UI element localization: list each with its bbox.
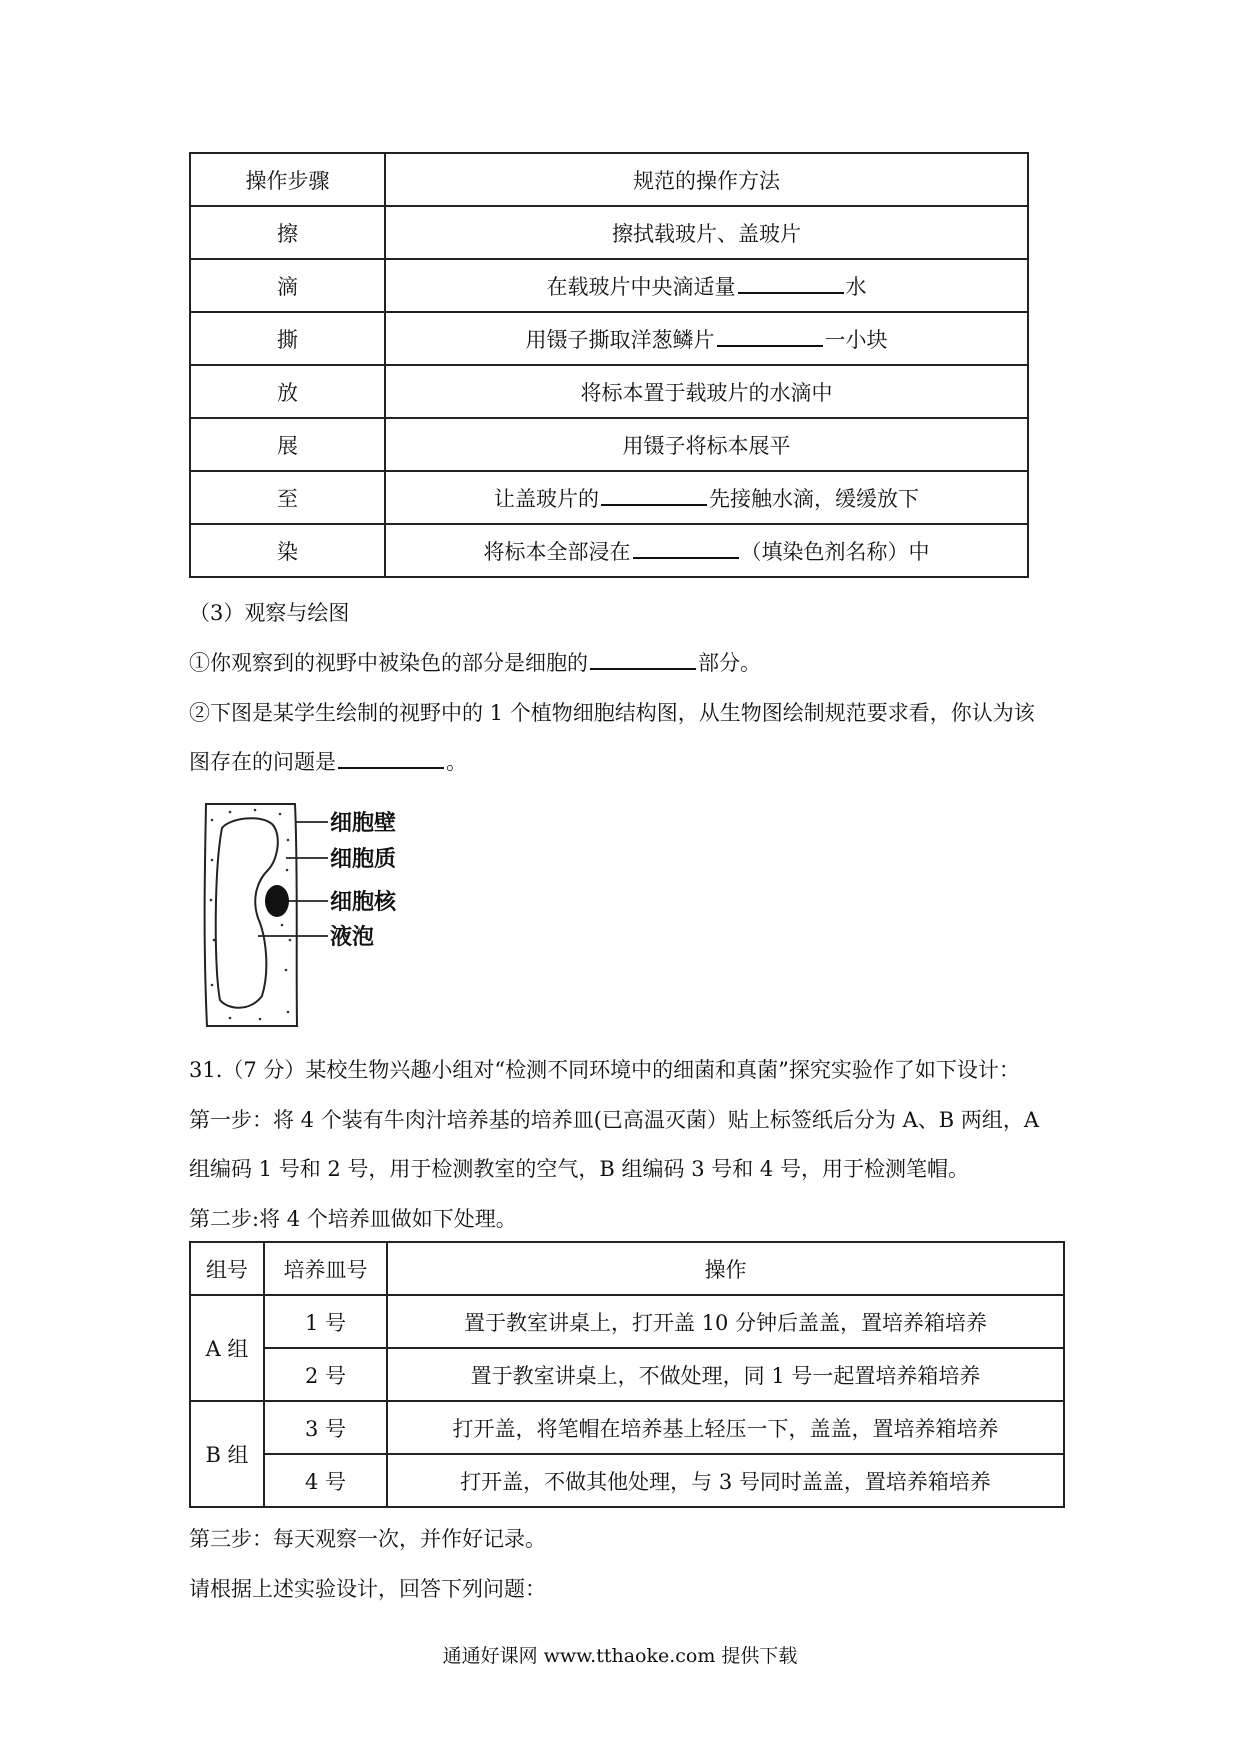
fill-blank[interactable]: [633, 537, 739, 559]
table-row: [190, 312, 1028, 365]
fill-blank[interactable]: [590, 648, 696, 670]
label-cytoplasm: 细胞质: [330, 847, 397, 872]
method-cell: 将标本全部浸在 （填染色剂名称）中: [385, 524, 1028, 577]
nucleus: [265, 885, 289, 917]
label-nucleus: 细胞核: [330, 890, 397, 915]
prompt-text: 请根据上述实验设计，回答下列问题：: [189, 1577, 546, 1601]
dish-cell: 2 号: [264, 1348, 387, 1401]
q31-line3: 组编码 1 号和 2 号，用于检测教室的空气，B 组编码 3 号和 4 号，用于检测笔帽。: [189, 1157, 969, 1181]
table-row: [190, 1348, 1064, 1401]
label-vacuole: 液泡: [330, 925, 375, 950]
table-row: [190, 365, 1028, 418]
step-cell: 至: [190, 471, 385, 524]
method-cell: 用镊子撕取洋葱鳞片 一小块: [385, 312, 1028, 365]
step-cell: 染: [190, 524, 385, 577]
section-title: （3）观察与绘图: [189, 601, 350, 625]
table-row: [190, 471, 1028, 524]
step3-text: 第三步：每天观察一次，并作好记录。: [189, 1527, 546, 1551]
method-cell: 擦拭载玻片、盖玻片: [385, 206, 1028, 259]
page-footer: 通通好课网 www.tthaoke.com 提供下载: [442, 1645, 798, 1667]
table-row: [190, 524, 1028, 577]
experiment-table: [189, 1241, 1065, 1508]
vacuole: [216, 818, 278, 1008]
q31-line4: 第二步:将 4 个培养皿做如下处理。: [189, 1207, 517, 1231]
dish-cell: 4 号: [264, 1454, 387, 1507]
label-cell-wall: 细胞壁: [330, 811, 397, 836]
operation-cell: 打开盖，不做其他处理，与 3 号同时盖盖，置培养箱培养: [387, 1454, 1064, 1507]
fill-blank[interactable]: [601, 484, 707, 506]
operation-cell: 置于教室讲桌上，不做处理，同 1 号一起置培养箱培养: [387, 1348, 1064, 1401]
label-lines: [258, 822, 328, 936]
operation-cell: 打开盖，将笔帽在培养基上轻压一下，盖盖，置培养箱培养: [387, 1401, 1064, 1454]
header-group: 组号: [190, 1242, 264, 1295]
table-row: [190, 259, 1028, 312]
method-cell: 将标本置于载玻片的水滴中: [385, 365, 1028, 418]
table-row: [190, 418, 1028, 471]
dish-cell: 3 号: [264, 1401, 387, 1454]
step-cell: 撕: [190, 312, 385, 365]
step-cell: 展: [190, 418, 385, 471]
table-row: [190, 206, 1028, 259]
step-cell: 滴: [190, 259, 385, 312]
q31-line2: 第一步：将 4 个装有牛肉汁培养基的培养皿(已高温灭菌）贴上标签纸后分为 A、B 两组，A: [189, 1108, 1040, 1132]
method-cell: 在载玻片中央滴适量 水: [385, 259, 1028, 312]
header-method: 规范的操作方法: [385, 153, 1028, 206]
header-step: 操作步骤: [190, 153, 385, 206]
group-cell: A 组: [190, 1295, 264, 1401]
procedure-table: [189, 152, 1029, 578]
table-row: [190, 1401, 1064, 1454]
question-1: ①你观察到的视野中被染色的部分是细胞的 部分。: [189, 647, 761, 677]
header-operation: 操作: [387, 1242, 1064, 1295]
question-2-line1: ②下图是某学生绘制的视野中的 1 个植物细胞结构图，从生物图绘制规范要求看，你认为该: [189, 701, 1035, 725]
table-header-row: [190, 153, 1028, 206]
group-cell: B 组: [190, 1401, 264, 1507]
fill-blank[interactable]: [338, 747, 444, 769]
question-2-line2: 图存在的问题是 。: [189, 746, 467, 776]
step-cell: 擦: [190, 206, 385, 259]
table-header-row: [190, 1242, 1064, 1295]
operation-cell: 置于教室讲桌上，打开盖 10 分钟后盖盖，置培养箱培养: [387, 1295, 1064, 1348]
plant-cell-figure: [200, 800, 440, 1030]
table-row: [190, 1295, 1064, 1348]
header-dish: 培养皿号: [264, 1242, 387, 1295]
method-cell: 让盖玻片的 先接触水滴，缓缓放下: [385, 471, 1028, 524]
fill-blank[interactable]: [717, 325, 823, 347]
dish-cell: 1 号: [264, 1295, 387, 1348]
table-row: [190, 1454, 1064, 1507]
step-cell: 放: [190, 365, 385, 418]
method-cell: 用镊子将标本展平: [385, 418, 1028, 471]
fill-blank[interactable]: [738, 272, 844, 294]
q31-line1: 31.（7 分）某校生物兴趣小组对“检测不同环境中的细菌和真菌”探究实验作了如下设计：: [189, 1058, 1020, 1082]
